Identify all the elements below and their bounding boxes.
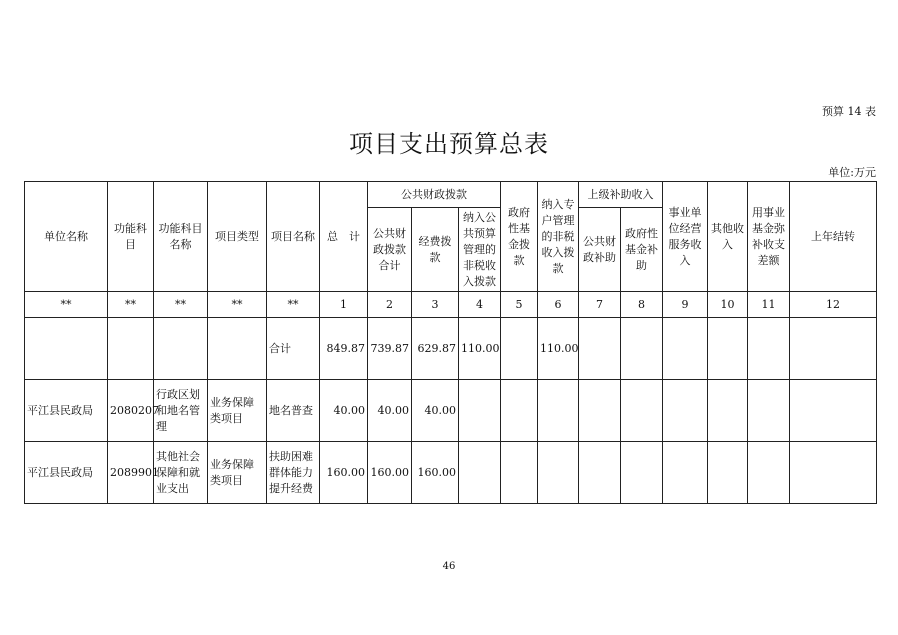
cell-shortfall xyxy=(748,318,790,380)
cell-code: 2080207 xyxy=(108,380,154,442)
cell-shortfall xyxy=(748,380,790,442)
index-cell: ** xyxy=(154,292,208,318)
unit-label: 单位:万元 xyxy=(828,166,876,179)
cell-func: 其他社会保障和就业支出 xyxy=(154,442,208,504)
index-cell: 5 xyxy=(501,292,538,318)
cell-non-tax xyxy=(459,380,501,442)
page-title: 项目支出预算总表 xyxy=(349,130,549,158)
cell-name: 合计 xyxy=(267,318,320,380)
index-cell: ** xyxy=(108,292,154,318)
table-row-total xyxy=(25,318,877,380)
cell-name: 扶助困难群体能力提升经费 xyxy=(267,442,320,504)
header-unit-name: 单位名称 xyxy=(25,182,108,292)
cell-code: 2089901 xyxy=(108,442,154,504)
cell-gov-fund xyxy=(501,318,538,380)
cell-pf-total: 739.87 xyxy=(368,318,412,380)
header-non-tax-in-budget: 纳入公共预算管理的非税收入拨款 xyxy=(459,208,501,292)
index-cell: 8 xyxy=(621,292,663,318)
index-cell: ** xyxy=(25,292,108,318)
cell-func xyxy=(154,318,208,380)
cell-pf-total: 40.00 xyxy=(368,380,412,442)
cell-gf-subsidy xyxy=(621,442,663,504)
index-cell: ** xyxy=(267,292,320,318)
cell-gov-fund xyxy=(501,442,538,504)
index-cell: 11 xyxy=(748,292,790,318)
page-number: 46 xyxy=(442,561,456,572)
cell-shortfall xyxy=(748,442,790,504)
header-gov-fund: 政府性基金拨款 xyxy=(501,182,538,292)
header-func-code: 功能科目 xyxy=(108,182,154,292)
cell-carryover xyxy=(790,380,877,442)
cell-code xyxy=(108,318,154,380)
cell-func: 行政区划和地名管理 xyxy=(154,380,208,442)
index-cell: 7 xyxy=(579,292,621,318)
budget-table xyxy=(24,181,877,504)
cell-unit: 平江县民政局 xyxy=(25,380,108,442)
cell-pf-total: 160.00 xyxy=(368,442,412,504)
index-cell: 4 xyxy=(459,292,501,318)
header-other-income: 其他收入 xyxy=(708,182,748,292)
cell-total: 849.87 xyxy=(320,318,368,380)
index-cell: 3 xyxy=(412,292,459,318)
cell-non-tax xyxy=(459,442,501,504)
cell-pf-subsidy xyxy=(579,380,621,442)
header-higher-subsidy-group: 上级补助收入 xyxy=(579,182,663,208)
cell-other xyxy=(708,380,748,442)
cell-operating: 160.00 xyxy=(412,442,459,504)
table-row xyxy=(25,380,877,442)
cell-gov-fund xyxy=(501,380,538,442)
index-row xyxy=(25,292,877,318)
cell-unit xyxy=(25,318,108,380)
cell-unit: 平江县民政局 xyxy=(25,442,108,504)
cell-type: 业务保障类项目 xyxy=(208,380,267,442)
header-operating-funds: 经费拨款 xyxy=(412,208,459,292)
header-func-name: 功能科目名称 xyxy=(154,182,208,292)
index-cell: 6 xyxy=(538,292,579,318)
cell-carryover xyxy=(790,318,877,380)
cell-gf-subsidy xyxy=(621,380,663,442)
cell-total: 40.00 xyxy=(320,380,368,442)
cell-name: 地名普查 xyxy=(267,380,320,442)
cell-other xyxy=(708,318,748,380)
cell-institution xyxy=(663,380,708,442)
cell-special: 110.00 xyxy=(538,318,579,380)
index-cell: 12 xyxy=(790,292,877,318)
cell-gf-subsidy xyxy=(621,318,663,380)
index-cell: 2 xyxy=(368,292,412,318)
header-row-1 xyxy=(25,182,877,208)
header-special-account-non-tax: 纳入专户管理的非税收入拨款 xyxy=(538,182,579,292)
cell-institution xyxy=(663,442,708,504)
cell-special xyxy=(538,380,579,442)
header-total: 总 计 xyxy=(320,182,368,292)
index-cell: 1 xyxy=(320,292,368,318)
header-project-type: 项目类型 xyxy=(208,182,267,292)
header-gov-fund-subsidy: 政府性基金补助 xyxy=(621,208,663,292)
form-number: 预算 14 表 xyxy=(822,105,876,118)
cell-institution xyxy=(663,318,708,380)
cell-type xyxy=(208,318,267,380)
index-cell: ** xyxy=(208,292,267,318)
cell-special xyxy=(538,442,579,504)
header-institution-operating-income: 事业单位经营服务收入 xyxy=(663,182,708,292)
cell-operating: 629.87 xyxy=(412,318,459,380)
header-fund-shortfall: 用事业基金弥补收支差额 xyxy=(748,182,790,292)
header-public-finance-group: 公共财政拨款 xyxy=(368,182,501,208)
header-public-finance-subtotal: 公共财政拨款合计 xyxy=(368,208,412,292)
header-public-finance-subsidy: 公共财政补助 xyxy=(579,208,621,292)
cell-non-tax: 110.00 xyxy=(459,318,501,380)
cell-pf-subsidy xyxy=(579,442,621,504)
index-cell: 9 xyxy=(663,292,708,318)
header-project-name: 项目名称 xyxy=(267,182,320,292)
cell-type: 业务保障类项目 xyxy=(208,442,267,504)
cell-total: 160.00 xyxy=(320,442,368,504)
table-row xyxy=(25,442,877,504)
cell-other xyxy=(708,442,748,504)
header-prior-year-carryover: 上年结转 xyxy=(790,182,877,292)
cell-pf-subsidy xyxy=(579,318,621,380)
cell-carryover xyxy=(790,442,877,504)
cell-operating: 40.00 xyxy=(412,380,459,442)
index-cell: 10 xyxy=(708,292,748,318)
